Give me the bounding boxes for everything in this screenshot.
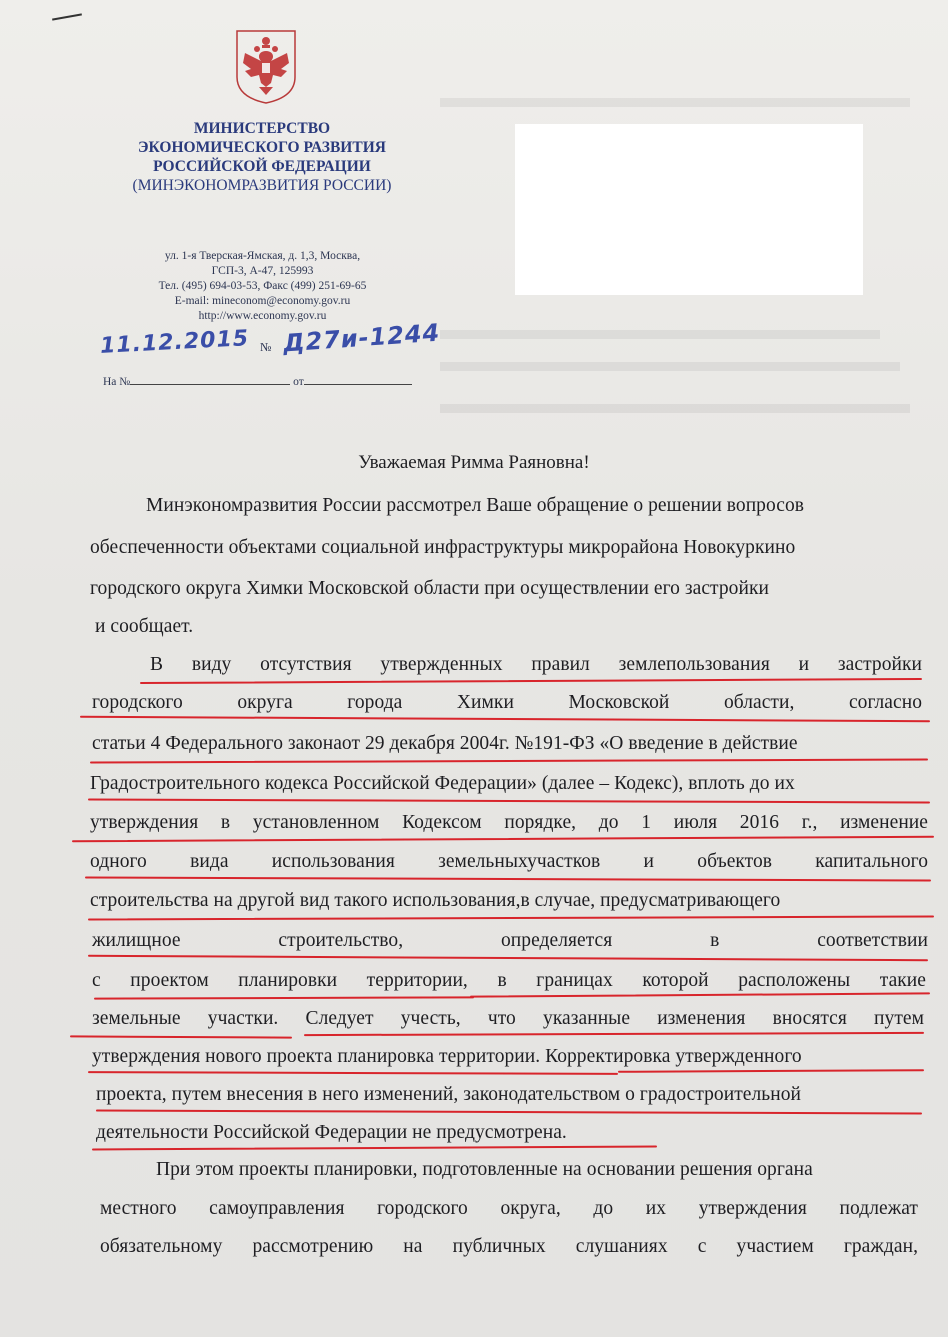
red-underline xyxy=(140,678,922,684)
address-line: http://www.economy.gov.ru xyxy=(198,310,327,322)
red-underline xyxy=(85,877,931,882)
address-line: E-mail: mineconom@economy.gov.ru xyxy=(174,295,351,307)
red-underline xyxy=(88,955,928,961)
letter-line: земельные участки. Следует учесть, что указанные изменения вносятся путем xyxy=(92,1008,924,1029)
russian-coat-of-arms-icon xyxy=(231,27,301,105)
address-line: Тел. (495) 694-03-53, Факс (499) 251-69-65 xyxy=(158,280,367,292)
red-underline xyxy=(72,836,934,843)
letter-line: статьи 4 Федерального законаот 29 декабря 2004г. №191-ФЗ «О введение в действие xyxy=(92,733,798,754)
bleed-through xyxy=(440,362,900,371)
red-underline xyxy=(94,996,474,999)
letter-line: Минэкономразвития России рассмотрел Ваше обращение о решении вопросов xyxy=(146,495,805,516)
ministry-address xyxy=(110,249,415,324)
ministry-line: МИНИСТЕРСТВО xyxy=(193,120,331,137)
red-underline xyxy=(80,716,930,722)
letter-line: строительства на другой вид такого использования,в случае, предусматривающего xyxy=(90,890,781,911)
letter-line: проекта, путем внесения в него изменений, законодательством о градостроительной xyxy=(96,1084,801,1105)
letter-line: городского округа города Химки Московской области, согласно xyxy=(92,692,922,713)
bleed-through xyxy=(440,330,880,339)
letter-line: одного вида использования земельныхучастков и объектов капитального xyxy=(90,851,928,872)
ministry-abbreviation: (МИНЭКОНОМРАЗВИТИЯ РОССИИ) xyxy=(132,177,392,194)
letter-line: городского округа Химки Московской области при осуществлении его застройки xyxy=(90,578,769,599)
letter-line: Градостроительного кодекса Российской Федерации» (далее – Кодекс), вплоть до их xyxy=(90,773,795,794)
handwritten-number: Д27и-1244 xyxy=(282,318,442,358)
letter-line: При этом проекты планировки, подготовленные на основании решения органа xyxy=(156,1159,813,1180)
ref-from: от xyxy=(293,376,304,388)
letter-line: деятельности Российской Федерации не предусмотрена. xyxy=(96,1122,567,1143)
letter-line: обеспеченности объектами социальной инфраструктуры микрорайона Новокуркино xyxy=(90,537,796,558)
address-line: ГСП-3, А-47, 125993 xyxy=(211,265,314,277)
red-underline xyxy=(90,759,928,764)
letter-line: В виду отсутствия утвержденных правил землепользования и застройки xyxy=(150,654,922,675)
red-underline xyxy=(304,1032,924,1036)
red-underline xyxy=(70,1035,292,1038)
red-underline xyxy=(92,1146,657,1151)
ministry-name xyxy=(112,119,412,195)
handwritten-date: 11.12.2015 xyxy=(99,326,250,359)
letter-line: утверждения в установленном Кодексом порядке, до 1 июля 2016 г., изменение xyxy=(90,812,928,833)
ref-prefix: На № xyxy=(103,376,131,388)
letter-line: и сообщает. xyxy=(95,616,194,637)
letter-line: местного самоуправления городского округа, до их утверждения подлежат xyxy=(100,1198,918,1219)
red-underline xyxy=(88,916,934,921)
letter-line: с проектом планировки территории, в границах которой расположены такие xyxy=(92,970,926,991)
bleed-through xyxy=(440,98,910,107)
letter-line: утверждения нового проекта планировка территории. Корректировка утвержденного xyxy=(92,1046,802,1067)
red-underline xyxy=(88,1071,618,1075)
redacted-recipient-block xyxy=(515,124,863,295)
red-underline xyxy=(470,992,930,997)
red-underline xyxy=(618,1069,924,1073)
ministry-line: ЭКОНОМИЧЕСКОГО РАЗВИТИЯ xyxy=(138,139,386,156)
salutation: Уважаемая Римма Раяновна! xyxy=(358,452,590,473)
ministry-line: РОССИЙСКОЙ ФЕДЕРАЦИИ xyxy=(153,158,371,175)
reference-line xyxy=(103,374,412,388)
letter-line: обязательному рассмотрению на публичных слушаниях с участием граждан, xyxy=(100,1236,918,1257)
number-sign: № xyxy=(260,340,272,354)
red-underline xyxy=(88,799,930,804)
letter-line: жилищное строительство, определяется в соответствии xyxy=(92,930,928,951)
address-line: ул. 1-я Тверская-Ямская, д. 1,3, Москва, xyxy=(164,250,361,262)
red-underline xyxy=(96,1110,922,1115)
bleed-through xyxy=(440,404,910,413)
pen-mark xyxy=(52,13,82,20)
